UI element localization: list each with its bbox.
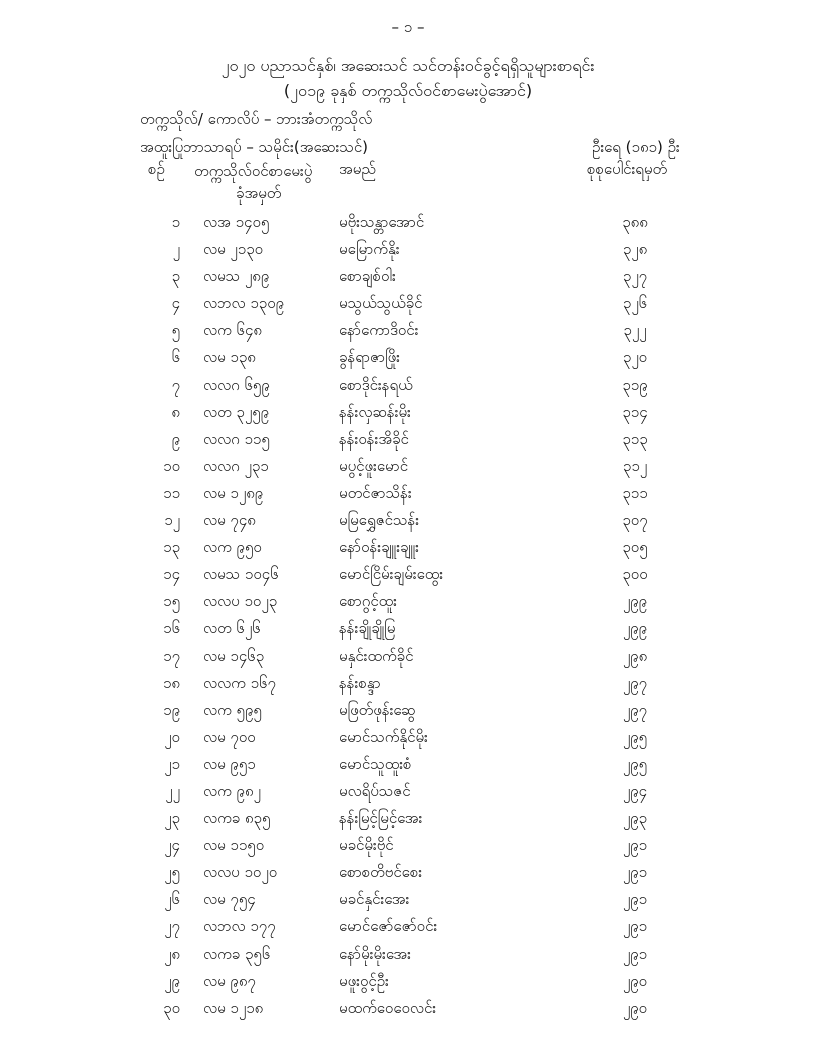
serial-number: ၂၆ bbox=[164, 890, 180, 909]
table-row bbox=[0, 454, 816, 481]
serial-number: ၂၂ bbox=[165, 781, 180, 800]
serial-number: ၁ bbox=[171, 213, 180, 231]
exam-number: လက ၉၈၂ bbox=[203, 781, 261, 800]
serial-number: ၂၉ bbox=[164, 971, 180, 990]
exam-number: လမ ၉၈၇ bbox=[203, 971, 256, 990]
exam-number: လက ၆၄၈ bbox=[203, 321, 262, 340]
serial-number: ၇ bbox=[171, 375, 180, 394]
table-row bbox=[0, 942, 816, 969]
total-marks: ၂၉၇ bbox=[622, 673, 648, 692]
table-row bbox=[0, 860, 816, 887]
serial-number: ၁၇ bbox=[163, 646, 180, 665]
total-marks: ၃၁၁ bbox=[622, 483, 648, 502]
total-marks: ၂၉၁ bbox=[622, 863, 648, 882]
student-name: မပွင့်ဖူးမောင် bbox=[339, 456, 409, 475]
student-name: စောစတိဗင်စေး bbox=[339, 863, 423, 882]
exam-number: လမ ၇၄၈ bbox=[203, 511, 256, 530]
total-marks: ၃၂၇ bbox=[622, 267, 648, 286]
exam-number: လမ ၇၀၀ bbox=[203, 727, 256, 746]
serial-number: ၉ bbox=[171, 429, 180, 448]
total-marks: ၃၈၈ bbox=[622, 213, 648, 231]
total-marks: ၃၁၃ bbox=[622, 429, 648, 448]
student-name: မောင်သက်နိုင်မိုး bbox=[339, 727, 428, 746]
student-name: နော်ကောဒိဝင်း bbox=[339, 321, 419, 340]
student-name: နန်းလှဆန်းမိုး bbox=[339, 402, 411, 421]
total-marks: ၂၉၀ bbox=[622, 998, 648, 1017]
results-table bbox=[0, 210, 816, 1023]
total-marks: ၃၀၅ bbox=[622, 538, 648, 557]
student-name: နန်းစန္ဒာ bbox=[339, 673, 381, 692]
serial-number: ၂၄ bbox=[164, 836, 180, 855]
total-marks: ၃၁၂ bbox=[622, 456, 648, 475]
serial-number: ၁၃ bbox=[163, 538, 180, 557]
document-title: ၂၀၂၀ ပညာသင်နှစ်၊ အဆေးသင် သင်တန်းဝင်ခွင့်ရရှိသူများစာရင်း bbox=[221, 56, 595, 75]
exam-number: လကခ ၈၃၅ bbox=[203, 809, 271, 828]
table-row bbox=[0, 400, 816, 427]
total-marks: ၂၉၅ bbox=[622, 754, 648, 773]
exam-number: လလဂ ၂၃၁ bbox=[203, 456, 269, 475]
student-name: စောဒိုင်းနရယ် bbox=[339, 375, 413, 394]
student-name: မမြရွှေဇင်သန်း bbox=[339, 511, 420, 530]
student-name: မခင်နှင်းအေး bbox=[339, 890, 410, 909]
table-row bbox=[0, 237, 816, 264]
student-name: နော်ဝန်းချူးချူး bbox=[339, 538, 419, 557]
table-row bbox=[0, 373, 816, 400]
total-marks: ၂၉၄ bbox=[622, 781, 648, 800]
student-name: နန်းချိုချိုမြ bbox=[339, 619, 396, 638]
student-name: စောချစ်ဝါး bbox=[339, 267, 396, 286]
serial-number: ၆ bbox=[171, 348, 180, 367]
total-marks: ၃၂၆ bbox=[622, 294, 648, 313]
table-row bbox=[0, 752, 816, 779]
table-row bbox=[0, 779, 816, 806]
total-marks: ၃၂၀ bbox=[622, 348, 648, 367]
exam-number: လမ ၁၄၆၃ bbox=[203, 646, 265, 665]
serial-number: ၂၃ bbox=[164, 809, 180, 828]
table-row bbox=[0, 887, 816, 914]
student-name: မဖူးဝွင့်ဦး bbox=[339, 971, 389, 990]
serial-number: ၁၂ bbox=[164, 511, 180, 530]
document-subtitle: (၂၀၁၉ ခုနှစ် တက္ကသိုလ်ဝင်စာမေးပွဲအောင်) bbox=[283, 81, 533, 100]
table-row bbox=[0, 996, 816, 1023]
total-marks: ၃၂၈ bbox=[622, 240, 648, 259]
exam-number: လမသ ၂၈၉ bbox=[203, 267, 270, 286]
header-exam-no-line1: တက္ကသိုလ်ဝင်စာမေးပွဲ bbox=[194, 162, 313, 180]
header-exam-no bbox=[194, 160, 312, 204]
serial-number: ၃၀ bbox=[163, 998, 180, 1017]
total-marks: ၂၉၉ bbox=[622, 592, 648, 611]
page-number: – ၁ – bbox=[391, 18, 425, 36]
student-name: မခင်မိုးဗိုင် bbox=[339, 836, 394, 855]
table-row bbox=[0, 345, 816, 372]
student-name: မတင်ဇာသိန်း bbox=[339, 483, 412, 502]
table-row bbox=[0, 210, 816, 237]
total-marks: ၃၀၀ bbox=[622, 565, 648, 584]
table-row bbox=[0, 698, 816, 725]
exam-number: လဘလ ၁၃၀၉ bbox=[203, 294, 285, 313]
student-name: မမြောက်နိုး bbox=[339, 240, 400, 259]
table-row bbox=[0, 264, 816, 291]
student-name: မောင်ဇော်ဇော်ဝင်း bbox=[339, 917, 438, 936]
total-marks: ၂၉၁ bbox=[622, 944, 648, 963]
student-name: မနှင်းထက်ခိုင် bbox=[339, 646, 414, 665]
student-name: မသွယ်သွယ်ခိုင် bbox=[339, 294, 423, 313]
exam-number: လမသ ၁၀၄၆ bbox=[203, 565, 279, 584]
exam-number: လလက ၁၆၇ bbox=[203, 673, 276, 692]
total-marks: ၂၉၁ bbox=[622, 917, 648, 936]
header-total-marks: စုစုပေါင်းရမှတ် bbox=[587, 160, 668, 178]
exam-number: လမ ၂၁၃၀ bbox=[203, 240, 264, 259]
table-row bbox=[0, 427, 816, 454]
student-name: မောင်သူထူးစံ bbox=[339, 754, 412, 773]
exam-number: လမ ၁၃၈ bbox=[203, 348, 256, 367]
table-row bbox=[0, 589, 816, 616]
exam-number: လဘလ ၁၇၇ bbox=[203, 917, 276, 936]
student-name: စောဂွင့်ထူး bbox=[339, 592, 397, 611]
total-marks: ၂၉၇ bbox=[622, 700, 648, 719]
exam-number: လလပ ၁၀၂၀ bbox=[203, 863, 278, 882]
table-row bbox=[0, 481, 816, 508]
serial-number: ၅ bbox=[171, 321, 180, 340]
student-count: ဦးရေ (၁၈၁) ဦး bbox=[592, 138, 680, 156]
exam-number: လမ ၁၂၈၉ bbox=[203, 483, 264, 502]
exam-number: လလပ ၁၀၂၃ bbox=[203, 592, 278, 611]
total-marks: ၃၂၂ bbox=[623, 321, 647, 340]
table-row bbox=[0, 969, 816, 996]
total-marks: ၂၉၅ bbox=[622, 727, 648, 746]
total-marks: ၂၉၉ bbox=[622, 619, 648, 638]
total-marks: ၂၉၈ bbox=[622, 646, 648, 665]
header-serial-no: စဉ် bbox=[148, 160, 165, 178]
student-name: နန်းမြင့်မြင့်အေး bbox=[339, 809, 423, 828]
header-name: အမည် bbox=[339, 160, 376, 178]
student-name: မဖြတ်ဖုန်းဆွေ bbox=[339, 700, 416, 719]
exam-number: လလဂ ၁၁၅ bbox=[203, 429, 270, 448]
exam-number: လက ၅၉၅ bbox=[203, 700, 262, 719]
serial-number: ၁၆ bbox=[163, 619, 180, 638]
serial-number: ၁၁ bbox=[163, 483, 180, 502]
serial-number: ၂၅ bbox=[164, 863, 180, 882]
university-line: တက္ကသိုလ်/ ကောလိပ် – ဘားအံတက္ကသိုလ် bbox=[140, 110, 373, 128]
exam-number: လတ ၃၂၅၉ bbox=[203, 402, 270, 421]
exam-number: လအ ၁၄၀၅ bbox=[203, 213, 270, 231]
exam-number: လက ၉၅၀ bbox=[203, 538, 262, 557]
table-row bbox=[0, 535, 816, 562]
total-marks: ၂၉၁ bbox=[622, 890, 648, 909]
student-name: မဗိုးသန္တာအောင် bbox=[339, 213, 425, 231]
total-marks: ၂၉၀ bbox=[622, 971, 648, 990]
total-marks: ၃၁၉ bbox=[622, 375, 648, 394]
total-marks: ၂၉၁ bbox=[622, 836, 648, 855]
student-name: မထက်ဝေဝေလင်း bbox=[339, 998, 437, 1017]
table-row bbox=[0, 725, 816, 752]
exam-number: လမ ၁၁၅၀ bbox=[203, 836, 265, 855]
student-name: မလရိပ်သဇင် bbox=[339, 781, 411, 800]
total-marks: ၃၁၄ bbox=[622, 402, 648, 421]
serial-number: ၁၄ bbox=[163, 565, 180, 584]
serial-number: ၃ bbox=[171, 267, 180, 286]
exam-number: လမ ၁၂၁၈ bbox=[203, 998, 264, 1017]
exam-number: လကခ ၃၅၆ bbox=[203, 944, 271, 963]
serial-number: ၁၀ bbox=[163, 456, 180, 475]
table-row bbox=[0, 508, 816, 535]
table-row bbox=[0, 291, 816, 318]
table-row bbox=[0, 318, 816, 345]
student-name: ခွန်ရာဇာဖြိုး bbox=[339, 348, 400, 367]
student-name: မောင်ငြိမ်းချမ်းထွေး bbox=[339, 565, 444, 584]
serial-number: ၂၁ bbox=[164, 754, 180, 773]
table-row bbox=[0, 914, 816, 941]
total-marks: ၂၉၃ bbox=[622, 809, 648, 828]
serial-number: ၁၉ bbox=[163, 700, 180, 719]
student-name: နန်းဝန်းအိခိုင် bbox=[339, 429, 409, 448]
serial-number: ၄ bbox=[171, 294, 180, 313]
table-row bbox=[0, 833, 816, 860]
serial-number: ၂ bbox=[172, 240, 180, 259]
table-row bbox=[0, 562, 816, 589]
exam-number: လမ ၉၅၁ bbox=[203, 754, 256, 773]
serial-number: ၁၅ bbox=[163, 592, 180, 611]
serial-number: ၂၇ bbox=[164, 917, 180, 936]
table-row bbox=[0, 806, 816, 833]
exam-number: လလဂ ၆၅၉ bbox=[203, 375, 270, 394]
table-row bbox=[0, 644, 816, 671]
serial-number: ၈ bbox=[171, 402, 180, 421]
header-exam-no-line2: ခုံအမှတ် bbox=[236, 184, 282, 202]
total-marks: ၃၀၇ bbox=[622, 511, 648, 530]
table-row bbox=[0, 616, 816, 643]
serial-number: ၂၈ bbox=[164, 944, 180, 963]
serial-number: ၂၀ bbox=[164, 727, 180, 746]
serial-number: ၁၈ bbox=[162, 673, 180, 692]
specialization-line: အထူးပြုဘာသာရပ် – သမိုင်း(အဆေးသင်) bbox=[140, 138, 369, 156]
exam-number: လမ ၇၅၄ bbox=[203, 890, 256, 909]
table-row bbox=[0, 671, 816, 698]
student-name: နော်မိုးမိုးအေး bbox=[339, 944, 411, 963]
exam-number: လတ ၆၂၆ bbox=[203, 619, 261, 638]
